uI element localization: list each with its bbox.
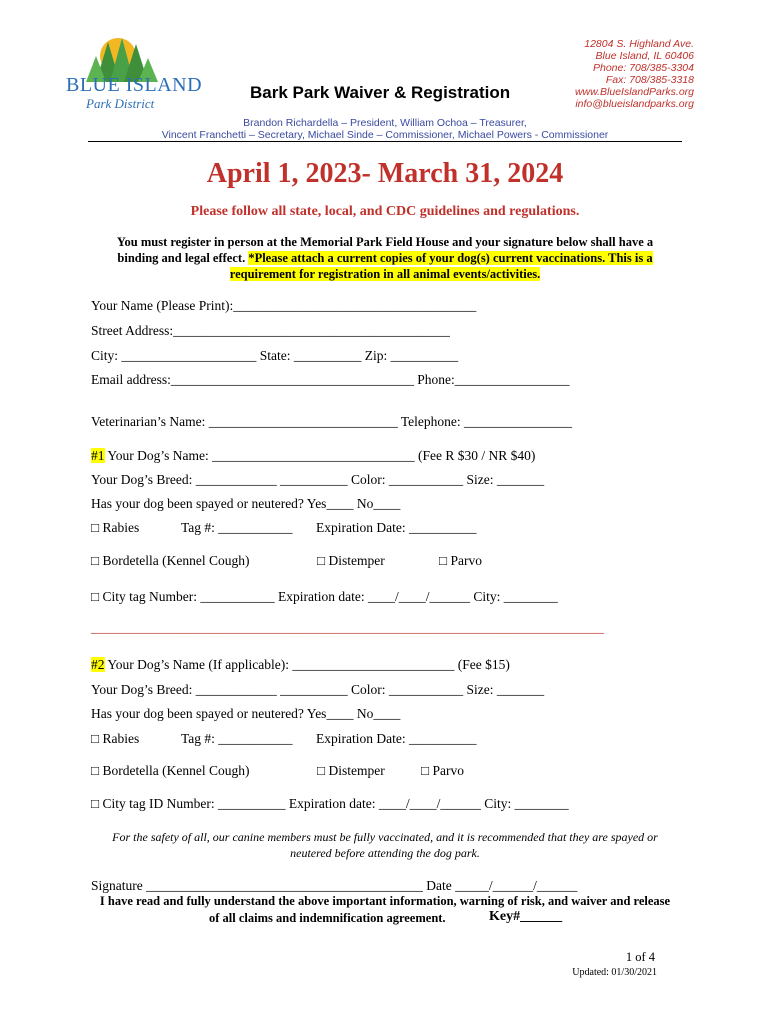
city-state-zip-field[interactable]: City: ____________________ State: __________ Zip: __________ [91, 348, 459, 363]
key-number-field[interactable]: Key#______ [489, 909, 563, 924]
agreement-line1: I have read and fully understand the above important information, warning of risk, and waiver and release [99, 894, 671, 908]
header-divider [88, 141, 682, 142]
dog1-name-text: Your Dog’s Name: ______________________________ (Fee R $30 / NR $40) [104, 448, 536, 463]
safety-note-line1: For the safety of all, our canine members must be fully vaccinated, and it is recommended that they are spayed or [112, 830, 658, 844]
board-members-line2: Vincent Franchetti – Secretary, Michael Sinde – Commissioner, Michael Powers - Commissioner [161, 129, 609, 141]
notice-highlight-text-2: requirement for registration in all animal events/activities. [229, 267, 541, 281]
signature-date-field[interactable]: Signature _________________________________________ Date _____/______/______ [91, 878, 578, 893]
dog1-distemper-checkbox[interactable]: □ Distemper [317, 553, 385, 568]
dog2-number: #2 [91, 657, 105, 672]
dog1-spayed-field[interactable]: Has your dog been spayed or neutered? Yes____ No____ [91, 496, 401, 511]
notice-highlight-text: *Please attach a current copies of your dog(s) current vaccinations. This is a [248, 251, 653, 265]
owner-name-field[interactable]: Your Name (Please Print):____________________________________ [91, 298, 477, 313]
registration-notice-line1: You must register in person at the Memorial Park Field House and your signature below shall have a [116, 235, 654, 249]
dog1-number: #1 [91, 448, 105, 463]
dog2-spayed-field[interactable]: Has your dog been spayed or neutered? Yes____ No____ [91, 706, 401, 721]
logo-text-main: BLUE ISLAND [66, 74, 203, 96]
contact-phone: Phone: 708/385-3304 [592, 62, 694, 74]
registration-notice-line3 [0, 267, 770, 282]
dog2-name-text: Your Dog’s Name (If applicable): ________________________ (Fee $15) [104, 657, 510, 672]
dog2-rabies-checkbox[interactable]: □ Rabies [91, 731, 140, 746]
contact-website[interactable]: www.BlueIslandParks.org [574, 86, 694, 98]
contact-address: 12804 S. Highland Ave. [584, 38, 694, 50]
page-number: 1 of 4 [625, 950, 655, 964]
street-address-field[interactable]: Street Address:_________________________________________ [91, 323, 450, 338]
dog1-breed-field[interactable]: Your Dog’s Breed: ____________ __________ Color: ___________ Size: _______ [91, 472, 545, 487]
safety-note-line2: neutered before attending the dog park. [290, 846, 480, 860]
dog2-parvo-checkbox[interactable]: □ Parvo [421, 763, 465, 778]
dog2-bordetella-checkbox[interactable]: □ Bordetella (Kennel Cough) [91, 763, 250, 778]
registration-notice-line2 [0, 251, 770, 266]
dog1-bordetella-checkbox[interactable]: □ Bordetella (Kennel Cough) [91, 553, 250, 568]
agreement-line2: of all claims and indemnification agreement. [209, 911, 446, 925]
dog-section-separator: ____________________________________________________________________________ [91, 620, 604, 635]
dog2-distemper-checkbox[interactable]: □ Distemper [317, 763, 385, 778]
dog2-name-field[interactable] [91, 657, 510, 673]
dog1-tag-field[interactable]: Tag #: ___________ [181, 520, 293, 535]
veterinarian-field[interactable]: Veterinarian’s Name: ____________________________ Telephone: ________________ [91, 414, 572, 429]
contact-email[interactable]: info@blueislandparks.org [575, 98, 694, 110]
dog1-expiration-field[interactable]: Expiration Date: __________ [316, 520, 477, 535]
email-phone-field[interactable]: Email address:____________________________________ Phone:_________________ [91, 372, 570, 387]
dog2-breed-field[interactable]: Your Dog’s Breed: ____________ __________ Color: ___________ Size: _______ [91, 682, 545, 697]
logo [66, 34, 203, 114]
dog1-name-field[interactable] [91, 448, 535, 464]
dog1-rabies-checkbox[interactable]: □ Rabies [91, 520, 140, 535]
guidelines-notice: Please follow all state, local, and CDC guidelines and regulations. [190, 204, 580, 219]
updated-date: Updated: 01/30/2021 [572, 967, 657, 978]
dog1-parvo-checkbox[interactable]: □ Parvo [439, 553, 483, 568]
dog2-tag-field[interactable]: Tag #: ___________ [181, 731, 293, 746]
logo-text-sub: Park District [86, 96, 155, 111]
contact-city: Blue Island, IL 60406 [595, 50, 694, 62]
dog2-expiration-field[interactable]: Expiration Date: __________ [316, 731, 477, 746]
dog2-city-tag-field[interactable]: □ City tag ID Number: __________ Expiration date: ____/____/______ City: ________ [91, 796, 569, 811]
board-members-line1: Brandon Richardella – President, William Ochoa – Treasurer, [243, 117, 527, 129]
season-date-range: April 1, 2023- March 31, 2024 [206, 158, 564, 189]
dog1-city-tag-field[interactable]: □ City tag Number: ___________ Expiration date: ____/____/______ City: ________ [91, 589, 558, 604]
notice-plain-text: binding and legal effect. [117, 251, 249, 265]
page-title: Bark Park Waiver & Registration [250, 83, 511, 102]
contact-fax: Fax: 708/385-3318 [605, 74, 694, 86]
